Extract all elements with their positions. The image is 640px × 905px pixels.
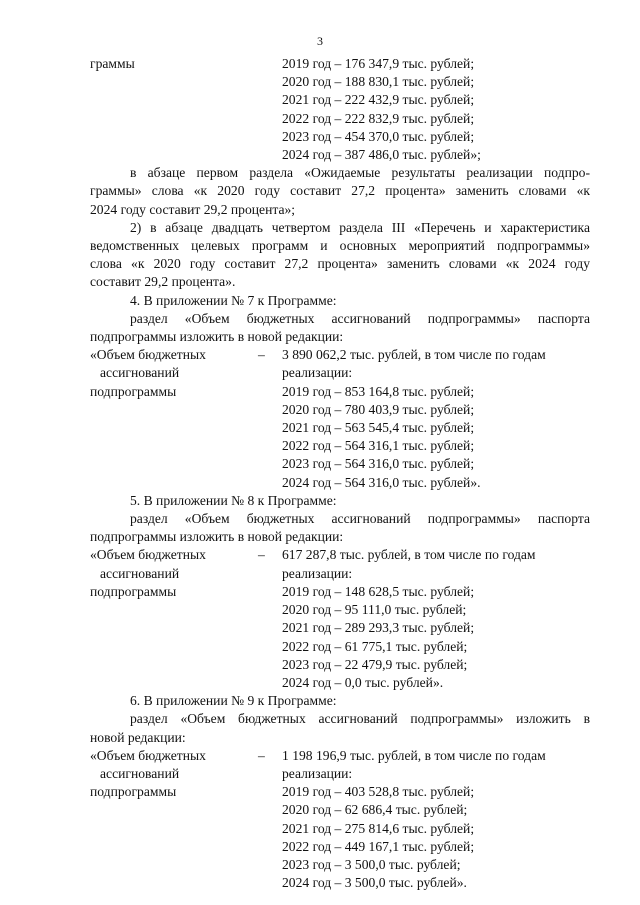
budget-total: 1 198 196,9 тыс. рублей, в том числе по годам xyxy=(282,747,546,763)
section-appendix-7 xyxy=(90,292,590,492)
budget-label-line: «Объем бюджетных xyxy=(90,547,206,563)
year-line: 2022 год – 449 167,1 тыс. рублей; xyxy=(282,838,475,854)
year-line: 2021 год – 222 432,9 тыс. рублей; xyxy=(282,92,475,108)
top-budget-years xyxy=(282,55,590,164)
budget-total: реализации: xyxy=(282,565,353,581)
section-heading: 4. В приложении № 7 к Программе: xyxy=(130,292,337,308)
year-line: 2021 год – 289 293,3 тыс. рублей; xyxy=(282,620,475,636)
top-budget-block xyxy=(90,55,590,164)
year-line: 2019 год – 853 164,8 тыс. рублей; xyxy=(282,383,475,399)
page-number: 3 xyxy=(317,34,323,48)
section-intro: подпрограммы изложить в новой редакции: xyxy=(90,529,344,545)
budget-label-line: «Объем бюджетных xyxy=(90,347,206,363)
budget-label-line: ассигнований xyxy=(100,765,180,781)
year-line: 2023 год – 3 500,0 тыс. рублей; xyxy=(282,856,461,872)
top-budget-label: граммы xyxy=(90,56,135,71)
year-line: 2023 год – 22 479,9 тыс. рублей; xyxy=(282,656,468,672)
section-appendix-9 xyxy=(90,692,590,892)
budget-label-line: ассигнований xyxy=(100,365,180,381)
budget-values xyxy=(282,546,590,692)
budget-block xyxy=(90,747,590,893)
paragraph-expected-results xyxy=(90,164,590,219)
paragraph-line: слова «к 2020 году составит 27,2 процента» заменить словами «к 2024 году xyxy=(90,256,590,272)
year-line: 2021 год – 275 814,6 тыс. рублей; xyxy=(282,820,475,836)
year-line: 2024 год – 387 486,0 тыс. рублей»; xyxy=(282,147,481,163)
year-line: 2022 год – 564 316,1 тыс. рублей; xyxy=(282,438,475,454)
year-line: 2019 год – 148 628,5 тыс. рублей; xyxy=(282,583,475,599)
budget-label-line: подпрограммы xyxy=(90,784,177,800)
budget-label xyxy=(90,747,240,802)
document-body xyxy=(90,55,590,892)
paragraph-section-three xyxy=(90,219,590,292)
paragraph-line: составит 29,2 процента». xyxy=(90,274,236,290)
year-line: 2024 год – 3 500,0 тыс. рублей». xyxy=(282,875,467,891)
dash-separator: – xyxy=(258,747,265,763)
year-line: 2020 год – 780 403,9 тыс. рублей; xyxy=(282,401,475,417)
year-line: 2020 год – 95 111,0 тыс. рублей; xyxy=(282,602,467,618)
budget-values xyxy=(282,346,590,492)
year-line: 2024 год – 564 316,0 тыс. рублей». xyxy=(282,474,481,490)
year-line: 2023 год – 454 370,0 тыс. рублей; xyxy=(282,128,475,144)
budget-label xyxy=(90,546,240,601)
year-line: 2019 год – 403 528,8 тыс. рублей; xyxy=(282,784,475,800)
section-intro: новой редакции: xyxy=(90,729,186,745)
year-line: 2023 год – 564 316,0 тыс. рублей; xyxy=(282,456,475,472)
paragraph-line: в абзаце первом раздела «Ожидаемые результаты реализации подпро- xyxy=(130,165,590,181)
budget-label-line: подпрограммы xyxy=(90,383,177,399)
section-heading: 5. В приложении № 8 к Программе: xyxy=(130,492,337,508)
budget-block xyxy=(90,546,590,692)
paragraph-line: 2) в абзаце двадцать четвертом раздела III «Перечень и характеристика xyxy=(130,219,590,235)
dash-separator: – xyxy=(258,547,265,563)
budget-values xyxy=(282,747,590,893)
section-intro: раздел «Объем бюджетных ассигнований подпрограммы» изложить в xyxy=(130,711,590,727)
year-line: 2020 год – 62 686,4 тыс. рублей; xyxy=(282,802,468,818)
year-line: 2021 год – 563 545,4 тыс. рублей; xyxy=(282,420,475,436)
budget-label xyxy=(90,346,240,401)
budget-total: реализации: xyxy=(282,765,353,781)
budget-label-line: ассигнований xyxy=(100,565,180,581)
budget-block xyxy=(90,346,590,492)
dash-separator: – xyxy=(258,347,265,363)
year-line: 2020 год – 188 830,1 тыс. рублей; xyxy=(282,74,475,90)
paragraph-line: граммы» слова «к 2020 году составит 27,2 процента» заменить словами «к xyxy=(90,183,590,199)
budget-total: 3 890 062,2 тыс. рублей, в том числе по годам xyxy=(282,347,546,363)
budget-label-line: «Объем бюджетных xyxy=(90,747,206,763)
section-intro: подпрограммы изложить в новой редакции: xyxy=(90,329,344,345)
year-line: 2019 год – 176 347,9 тыс. рублей; xyxy=(282,56,475,71)
section-intro: раздел «Объем бюджетных ассигнований подпрограммы» паспорта xyxy=(130,310,590,326)
year-line: 2024 год – 0,0 тыс. рублей». xyxy=(282,674,444,690)
budget-total: 617 287,8 тыс. рублей, в том числе по годам xyxy=(282,547,536,563)
budget-total: реализации: xyxy=(282,365,353,381)
section-intro: раздел «Объем бюджетных ассигнований подпрограммы» паспорта xyxy=(130,511,590,527)
paragraph-line: ведомственных целевых программ и основных мероприятий подпрограммы» xyxy=(90,238,590,254)
section-heading: 6. В приложении № 9 к Программе: xyxy=(130,693,337,709)
year-line: 2022 год – 222 832,9 тыс. рублей; xyxy=(282,110,475,126)
section-appendix-8 xyxy=(90,492,590,692)
budget-label-line: подпрограммы xyxy=(90,583,177,599)
paragraph-line: 2024 году составит 29,2 процента»; xyxy=(90,201,296,217)
year-line: 2022 год – 61 775,1 тыс. рублей; xyxy=(282,638,468,654)
